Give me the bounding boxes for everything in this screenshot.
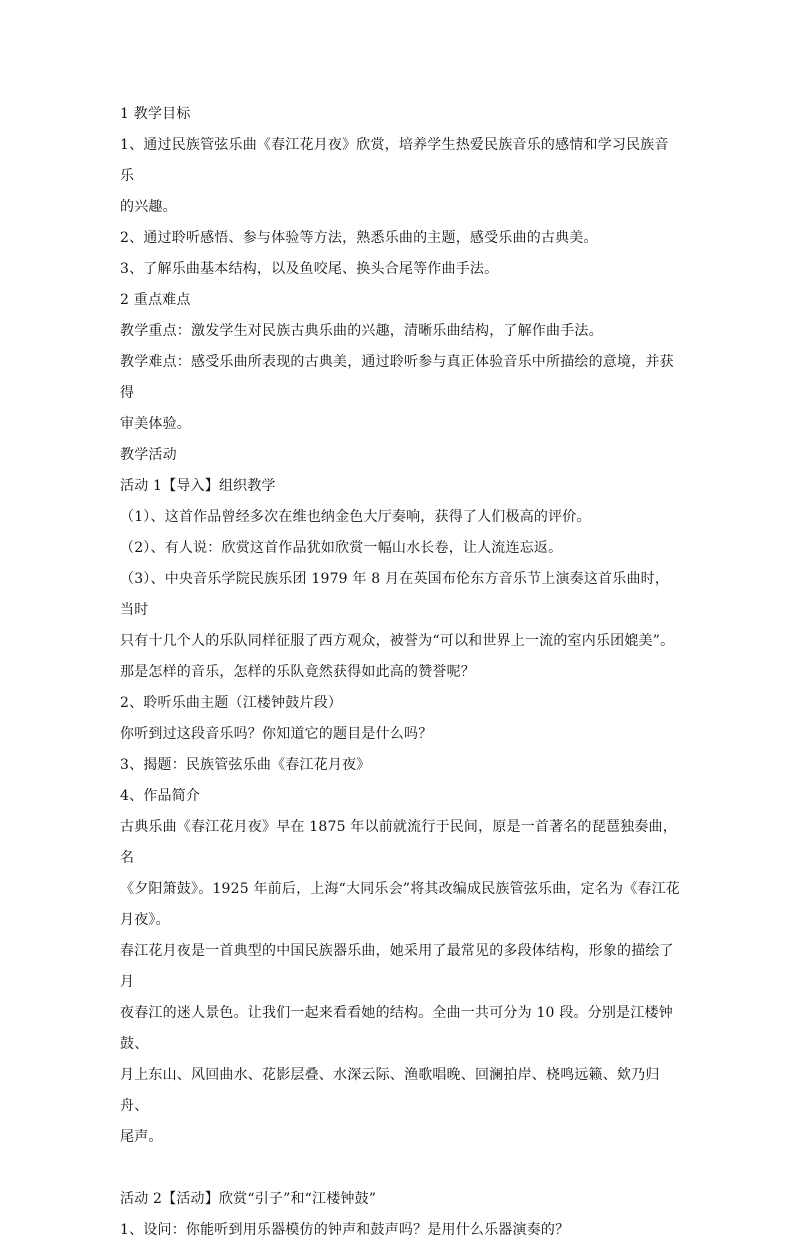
activity-1-item-3-line-2: 只有十几个人的乐队同样征服了西方观众，被誉为“可以和世界上一流的室内乐团媲美”。 [120,633,675,649]
reveal-title: 3、揭题：民族管弦乐曲《春江花月夜》 [120,757,371,773]
listen-theme-heading: 2、聆听乐曲主题（江楼钟鼓片段） [120,695,343,711]
section-heading-objectives: 1 教学目标 [120,106,191,122]
activity-1-item-1: （1）、这首作品曾经多次在维也纳金色大厅奏响，获得了人们极高的评价。 [120,509,591,525]
activity-1-item-3-line-1: （3）、中央音乐学院民族乐团 1979 年 8 月在英国布伦东方音乐节上演奏这首乐曲时，当时 [120,571,670,618]
listen-theme-question: 你听到过这段音乐吗？你知道它的题目是什么吗？ [120,726,433,742]
structure-line-4: 尾声。 [120,1129,163,1145]
activity-1-question: 那是怎样的音乐，怎样的乐队竟然获得如此高的赞誉呢？ [120,664,475,680]
work-intro-line-2: 《夕阳箫鼓》。1925 年前后，上海“大同乐会”将其改编成民族管弦乐曲，定名为《春江花 [120,881,680,897]
section-heading-activities: 教学活动 [120,447,177,463]
activity-2-heading: 活动 2【活动】欣赏“引子”和“江楼钟鼓” [120,1191,377,1207]
objective-3: 3、了解乐曲基本结构，以及鱼咬尾、换头合尾等作曲手法。 [120,261,499,277]
blank-line [120,1153,680,1184]
structure-line-1: 春江花月夜是一首典型的中国民族器乐曲，她采用了最常见的多段体结构，形象的描绘了月 [120,943,674,990]
section-heading-key-points: 2 重点难点 [120,292,191,308]
activity-1-heading: 活动 1【导入】组织教学 [120,478,276,494]
key-point: 教学重点：激发学生对民族古典乐曲的兴趣，清晰乐曲结构，了解作曲手法。 [120,323,603,339]
difficult-point-line-1: 教学难点：感受乐曲所表现的古典美，通过聆听参与真正体验音乐中所描绘的意境，并获得 [120,354,674,401]
activity-2-question: 1、设问：你能听到用乐器模仿的钟声和鼓声吗？是用什么乐器演奏的？ [120,1222,570,1238]
structure-line-3: 月上东山、风回曲水、花影层叠、水深云际、渔歌唱晚、回澜拍岸、桡鸣远籁、欸乃归舟、 [120,1067,660,1114]
activity-1-item-2: （2）、有人说：欣赏这首作品犹如欣赏一幅山水长卷，让人流连忘返。 [120,540,563,556]
work-intro-heading: 4、作品简介 [120,788,201,804]
work-intro-line-1: 古典乐曲《春江花月夜》早在 1875 年以前就流行于民间，原是一首著名的琵琶独奏曲，名 [120,819,677,866]
structure-line-2: 夜春江的迷人景色。让我们一起来看看她的结构。全曲一共可分为 10 段。分别是江楼钟鼓、 [120,1005,673,1052]
objective-1-line-2: 的兴趣。 [120,199,177,215]
document-body [120,99,680,1246]
objective-1-line-1: 1、通过民族管弦乐曲《春江花月夜》欣赏，培养学生热爱民族音乐的感情和学习民族音乐 [120,137,669,184]
objective-2: 2、通过聆听感悟、参与体验等方法，熟悉乐曲的主题，感受乐曲的古典美。 [120,230,598,246]
difficult-point-line-2: 审美体验。 [120,416,191,432]
work-intro-line-3: 月夜》。 [120,912,170,928]
